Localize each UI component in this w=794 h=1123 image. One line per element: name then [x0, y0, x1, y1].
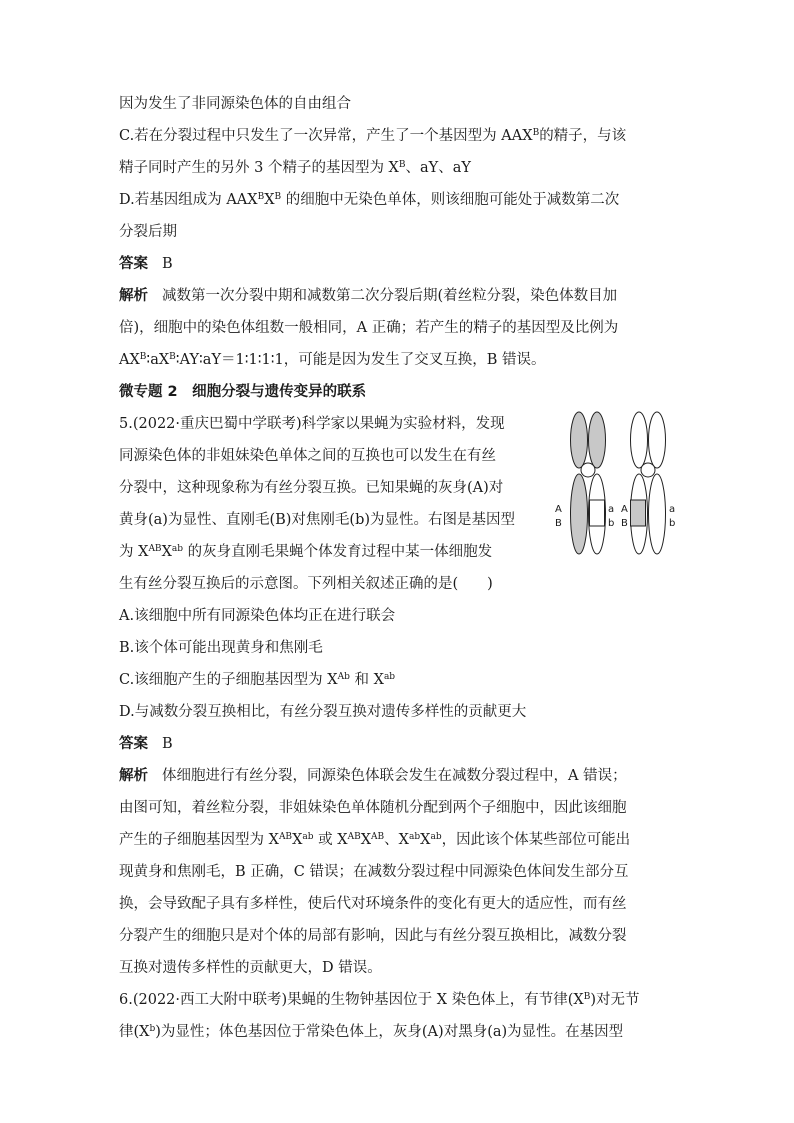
option-d-line: D.若基因组成为 $AAX^BX^B$ 的细胞中无染色单体，则该细胞可能处于减数第二次	[119, 192, 620, 208]
text-line: 互换对遗传多样性的贡献更大，D 错误。	[119, 960, 382, 976]
gene-label: b	[669, 518, 676, 529]
text-line: 分裂中，这种现象称为有丝分裂互换。已知果蝇的灰身(A)对	[119, 480, 504, 496]
gene-label: B	[555, 518, 562, 529]
text-line: 产生的子细胞基因型为 $X^{AB}X^{ab}$ 或 $X^{AB}X^{AB}$、$X^{ab}X^{ab}$，因此该个体某些部位可能出	[119, 832, 631, 848]
option-c-line: C.若在分裂过程中只发生了一次异常，产生了一个基因型为 $AAX^B$的精子，与该	[119, 128, 627, 144]
text-line: 分裂后期	[119, 224, 177, 240]
answer-line: 答案 B	[119, 736, 173, 752]
gene-label: b	[608, 518, 615, 529]
chromosome-pair-left	[571, 412, 606, 554]
gene-label: a	[669, 504, 676, 515]
gene-label: B	[621, 518, 628, 529]
section-heading: 微专题 2 细胞分裂与遗传变异的联系	[119, 384, 367, 400]
text-line: 分裂产生的细胞只是对个体的局部有影响，因此与有丝分裂互换相比，减数分裂	[119, 928, 627, 944]
text-line: 律$(X^b)$为显性；体色基因位于常染色体上，灰身(A)对黑身(a)为显性。在基因型	[119, 1024, 624, 1040]
gene-label: A	[621, 504, 628, 515]
gene-label: a	[608, 504, 615, 515]
text-line: 倍)，细胞中的染色体组数一般相同，A 正确；若产生的精子的基因型及比例为	[119, 320, 619, 336]
analysis-line: 解析 减数第一次分裂中期和减数第二次分裂后期(着丝粒分裂，染色体数目加	[119, 288, 618, 304]
text-line: 为 $X^{AB}X^{ab}$ 的灰身直刚毛果蝇个体发育过程中某一体细胞发	[119, 544, 493, 560]
text-line: 因为发生了非同源染色体的自由组合	[119, 96, 351, 112]
option-a-line: A.该细胞中所有同源染色体均正在进行联会	[119, 608, 396, 624]
option-d-line: D.与减数分裂互换相比，有丝分裂互换对遗传多样性的贡献更大	[119, 704, 527, 720]
analysis-line: 解析 体细胞进行有丝分裂，同源染色体联会发生在减数分裂过程中，A 错误；	[119, 768, 627, 784]
question-line: 6.(2022·西工大附中联考)果蝇的生物钟基因位于 X 染色体上，有节律$(X^B)$对无节	[119, 992, 640, 1008]
question-line: 5.(2022·重庆巴蜀中学联考)科学家以果蝇为实验材料，发现	[119, 416, 505, 432]
text-line: 生有丝分裂互换后的示意图。下列相关叙述正确的是( )	[119, 576, 493, 592]
option-c-line: C.该细胞产生的子细胞基因型为 $X^{Ab}$ 和 $X^{ab}$	[119, 672, 396, 688]
text-line: 精子同时产生的另外 3 个精子的基因型为 $X^B$、aY、aY	[119, 160, 471, 176]
option-b-line: B.该个体可能出现黄身和焦刚毛	[119, 640, 323, 656]
answer-line: 答案 B	[119, 256, 173, 272]
text-line: 黄身(a)为显性、直刚毛(B)对焦刚毛(b)为显性。右图是基因型	[119, 512, 516, 528]
text-line: 换，会导致配子具有多样性，使后代对环境条件的变化有更大的适应性，而有丝	[119, 896, 627, 912]
chromosome-pair-right	[631, 412, 666, 554]
text-line: 现黄身和焦刚毛，B 正确，C 错误；在减数分裂过程中同源染色体间发生部分互	[119, 864, 629, 880]
text-line: $AX^B∶aX^B∶AY∶aY=1∶1∶1∶1$，可能是因为发生了交叉互换，B 错误。	[119, 352, 546, 368]
text-line: 由图可知，着丝粒分裂，非姐妹染色单体随机分配到两个子细胞中，因此该细胞	[119, 800, 627, 816]
chromosome-diagram	[545, 408, 695, 558]
text-line: 同源染色体的非姐妹染色单体之间的互换也可以发生在有丝	[119, 448, 496, 464]
gene-label: A	[555, 504, 562, 515]
